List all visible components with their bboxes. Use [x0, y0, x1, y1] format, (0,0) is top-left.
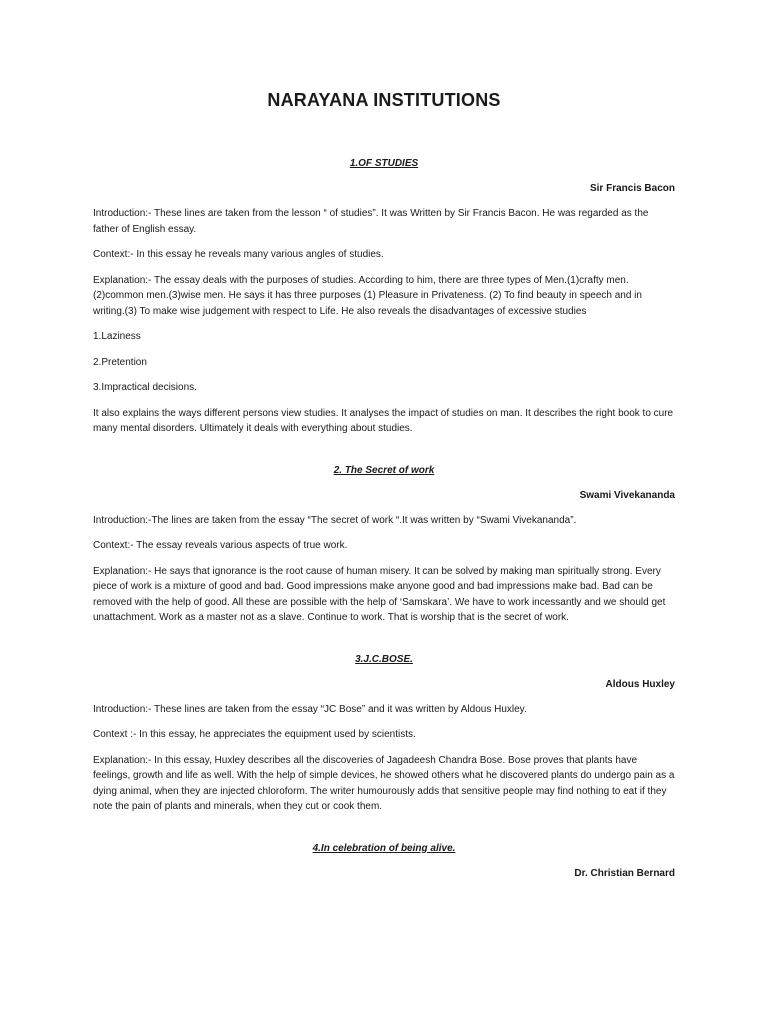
- document-body: [93, 156, 675, 881]
- section-of-studies: [93, 156, 675, 437]
- section-author: Sir Francis Bacon: [589, 183, 675, 194]
- list-item: 1.Laziness: [93, 331, 141, 342]
- section-heading: 2. The Secret of work: [333, 464, 435, 476]
- paragraph-introduction: Introduction:-The lines are taken from the essay “The secret of work “.It was written by “Swami Vivekananda”.: [93, 514, 577, 526]
- section-spacer: [93, 437, 675, 463]
- paragraph-explanation: Explanation:- He says that ignorance is the root cause of human misery. It can be solved by making man spiritually strong. Every piece of work is a mixture of good and bad. Good impressions make anyone good and bad impressions make bad. Bad can be removed with the help of good. All these are possible with the help of ‘Samskara’. We have to work incessantly and we should get unattachment. Work as a master not as a slave. Continue to work. That is worship that is the secret of work.: [93, 565, 666, 623]
- section-heading: 4.In celebration of being alive.: [312, 842, 456, 854]
- paragraph-context: Context:- The essay reveals various aspects of true work.: [93, 540, 348, 551]
- paragraph-explanation: Explanation:- The essay deals with the purposes of studies. According to him, there are three types of Men.(1)crafty men.(2)common men.(3)wise men. He says it has three purposes (1) Pleasure in Privateness. (2) To find beauty in speech and in writing.(3) To make wise judgement with respect to Life. He also reveals the disadvantages of excessive studies: [93, 274, 642, 317]
- section-spacer: [93, 626, 675, 652]
- paragraph-context: Context :- In this essay, he appreciates the equipment used by scientists.: [93, 729, 416, 740]
- section-heading: 1.OF STUDIES: [349, 158, 419, 169]
- list-item: 2.Pretention: [93, 356, 147, 368]
- section-celebration-of-being-alive: [93, 841, 675, 881]
- document-title: NARAYANA INSTITUTIONS: [267, 90, 501, 110]
- section-author: Swami Vivekananda: [579, 489, 675, 501]
- paragraph-introduction: Introduction:- These lines are taken from the lesson “ of studies”. It was Written by Sir Francis Bacon. He was regarded as the father of English essay.: [93, 208, 649, 235]
- section-heading: 3.J.C.BOSE.: [355, 653, 413, 665]
- paragraph-introduction: Introduction:- These lines are taken from the essay “JC Bose” and it was written by Aldous Huxley.: [93, 703, 527, 715]
- paragraph-explanation: Explanation:- In this essay, Huxley describes all the discoveries of Jagadeesh Chandra Bose. Bose proves that plants have feelings, growth and life as well. With the help of simple devices, he showed others what he discovered plants do undergo pain as a dying animal, when they are injected chloroform. The writer humourously adds that sensitive people may find nothing to eat if they note the pain of plants and minerals, when they cut or cook them.: [93, 754, 675, 812]
- section-author: Aldous Huxley: [605, 678, 675, 690]
- section-secret-of-work: [93, 463, 675, 626]
- paragraph-context: Context:- In this essay he reveals many various angles of studies.: [93, 249, 384, 260]
- section-jc-bose: [93, 652, 675, 815]
- paragraph-conclusion: It also explains the ways different persons view studies. It analyses the impact of studies on man. It describes the right book to cure many mental disorders. Ultimately it deals with everything about studies.: [93, 407, 674, 434]
- list-item: 3.Impractical decisions.: [93, 382, 197, 393]
- section-author: Dr. Christian Bernard: [574, 867, 675, 879]
- section-spacer: [93, 815, 675, 841]
